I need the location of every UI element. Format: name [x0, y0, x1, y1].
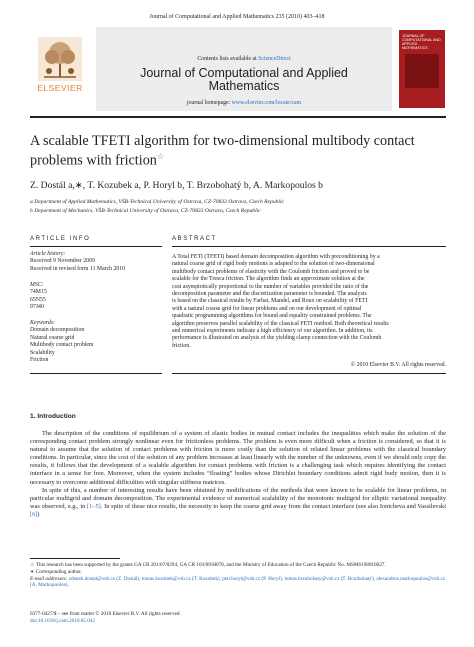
section-heading-introduction: 1. Introduction	[30, 413, 76, 420]
bottom-info	[30, 611, 446, 625]
received-date: Received 9 November 2009	[30, 258, 95, 265]
authors-line: Z. Dostál a,∗, T. Kozubek a, P. Horyl b, T. Brzobohatý b, A. Markopoulos b	[30, 180, 323, 191]
keyword-item: Friction	[30, 357, 49, 364]
title-line1: A scalable TFETI algorithm for two-dimensional multibody contact	[30, 133, 415, 149]
abstract-line: cost asymptotically proportional to the number of variables provided the ratio of the	[172, 283, 369, 290]
article-info-bottom-rule	[30, 373, 162, 374]
journal-name-line1: Journal of Computational and Applied	[140, 66, 348, 80]
cover-artwork	[405, 54, 439, 88]
title-footnote-mark[interactable]: ☆	[156, 152, 165, 161]
abstract-line: multibody contact problems of elasticity with the Coulomb friction and proved to be	[172, 268, 370, 275]
intro-p2-mid: . In spite of these nice results, the necessity to keep the coarse grid away from the contact interface (see also Iontcheva and Vassilevski	[100, 502, 446, 510]
abstract-text	[172, 254, 446, 350]
msc-code: 97J40	[30, 304, 44, 311]
citation-link[interactable]: [6]	[30, 510, 38, 518]
corresponding-footnote: ∗ Corresponding author.	[30, 568, 83, 575]
abstract-line: quadratic programming algorithms for bound and equality constrained problems. The	[172, 313, 372, 320]
contents-line	[96, 56, 392, 62]
journal-cover-image	[399, 30, 445, 108]
footnotes	[30, 562, 446, 589]
intro-p2-start: In spite of this, a number of interesting results have been obtained by modifications of the methods that were known to be scalable for linear problems, in particular multigrid and domain decomposition. The experimental evidence of numerical scalability of the monotonic multigrid for elliptic variational inequality was observed, e.g., in	[30, 486, 446, 510]
homepage-prefix: journal homepage:	[186, 100, 232, 106]
elsevier-logo	[30, 33, 90, 99]
introduction-body	[30, 430, 446, 519]
intro-paragraph-1: The description of the conditions of equilibrium of a system of elastic bodies in mutual contact includes the inequalities which make the solution of the corresponding contact problem strongly nonlinear even for frictionless problems. The problem is even more difficult when a friction is considered, so that it is natural to assume that the solution of contact problems with friction is more costly than the solution of related linear problems with the classical boundary conditions. In particular, since the cost of the solution of any problem increases at least linearly with the number of the unknowns, even if we should only copy the results, it follows that the development of a scalable algorithm for contact problems with friction is a challenging task which requires identifying the contact interface in a sense for free. Moreover, when the system includes “floating” bodies whose Dirichlet boundary conditions admit rigid body motion, then it is necessary to overcome additional difficulties with singular stiffness matrices.	[30, 430, 446, 486]
keyword-item: Multibody contact problem	[30, 342, 94, 349]
homepage-line	[96, 100, 392, 106]
abstract-line: algorithm preserves parallel scalability of the classical FETI method. Both theoretical results	[172, 320, 389, 327]
homepage-link[interactable]: www.elsevier.com/locate/cam	[231, 100, 302, 106]
intro-p2-end: )	[37, 510, 40, 518]
funding-footnote: ☆ This research has been supported by the grants GA CR 201/07/0294, GA CR 103/09/H078, and the Ministry of Education of the Czech Republic No. MSM6198910027.	[30, 562, 386, 568]
article-title	[30, 133, 440, 169]
article-history	[30, 251, 162, 273]
contents-prefix: Contents lists available at	[197, 56, 259, 62]
elsevier-wordmark: ELSEVIER	[37, 83, 83, 93]
running-head: Journal of Computational and Applied Mathematics 235 (2010) 403–418	[149, 14, 325, 20]
abstract-rule	[172, 246, 446, 247]
msc-code: 65N55	[30, 296, 46, 303]
abstract-line: is based on the classical results by Farhat, Mandel, and Roux on scalability of FETI	[172, 298, 368, 305]
msc-block	[30, 282, 162, 312]
keywords-label: Keywords:	[30, 320, 55, 326]
intro-paragraph-2	[30, 487, 446, 519]
msc-label: MSC:	[30, 282, 44, 288]
revised-date: Received in revised form 11 March 2010	[30, 265, 126, 272]
footnote-rule	[30, 558, 120, 559]
header-rule	[30, 116, 446, 118]
keyword-item: Domain decomposition	[30, 327, 85, 334]
article-info-heading: ARTICLE INFO	[30, 236, 91, 242]
abstract-line: and numerical experiments indicate a high efficiency of our algorithm. In addition, its	[172, 328, 373, 335]
abstract-line: decomposition parameter and the discretization parameter is bounded. The analysis	[172, 291, 367, 298]
email-label: E-mail addresses:	[30, 575, 69, 582]
journal-name	[96, 67, 392, 93]
abstract-line: scalable for the Tresca friction. The algorithm finds an approximate solution at the	[172, 276, 365, 283]
affiliation-a: a Department of Applied Mathematics, VŠB-Technical University of Ostrava, CZ-70833 Ostrava, Czech Republic	[30, 199, 285, 205]
affiliation-b: b Department of Mechanics, VŠB-Technical University of Ostrava, CZ-70833 Ostrava, Czech Republic	[30, 208, 261, 214]
title-line2: problems with friction	[30, 152, 157, 169]
abstract-bottom-rule	[172, 373, 446, 374]
abstract-line: performance is illustrated on analysis of the yielding clamp connection with the Coulomb	[172, 335, 382, 342]
abstract-line: friction.	[172, 342, 191, 349]
abstract-line: with a natural coarse grid for linear problems and on our development of optimal	[172, 305, 362, 312]
article-info-rule	[30, 246, 162, 247]
keyword-item: Scalability	[30, 349, 55, 356]
abstract-line: A Total FETI (TFETI) based domain decomposition algorithm with preconditioning by a	[172, 254, 380, 260]
email-addresses[interactable]: zdenek.dostal@vsb.cz (Z. Dostál), tomas.kozubek@vsb.cz (T. Kozubek), petr.horyl@vsb.cz (P. Horyl), tomas.brzobohaty@vsb.cz (T. Brzobohatý), alexandros.markopoulos@vsb.cz (A. Markopoulos).	[30, 575, 446, 589]
keywords-block	[30, 320, 162, 364]
cover-title: JOURNAL OF COMPUTATIONAL AND APPLIED MATHEMATICS	[402, 34, 441, 50]
sciencedirect-link[interactable]: ScienceDirect	[258, 56, 291, 62]
issn-line: 0377-0427/$ – see front matter © 2010 Elsevier B.V. All rights reserved.	[30, 611, 181, 617]
keyword-item: Natural coarse grid	[30, 334, 75, 341]
article-history-label: Article history:	[30, 251, 66, 257]
doi-link[interactable]: doi:10.1016/j.cam.2010.05.042	[30, 617, 95, 624]
abstract-copyright: © 2010 Elsevier B.V. All rights reserved.	[350, 362, 446, 368]
abstract-line: natural coarse grid of rigid body motions is adapted to the solution of two-dimensional	[172, 261, 375, 268]
msc-code: 74M15	[30, 289, 47, 296]
citation-link[interactable]: [1–5]	[87, 502, 101, 510]
email-footnote	[30, 576, 446, 590]
abstract-heading: ABSTRACT	[172, 236, 217, 242]
journal-name-line2: Mathematics	[208, 79, 280, 93]
elsevier-tree-icon	[38, 37, 82, 81]
